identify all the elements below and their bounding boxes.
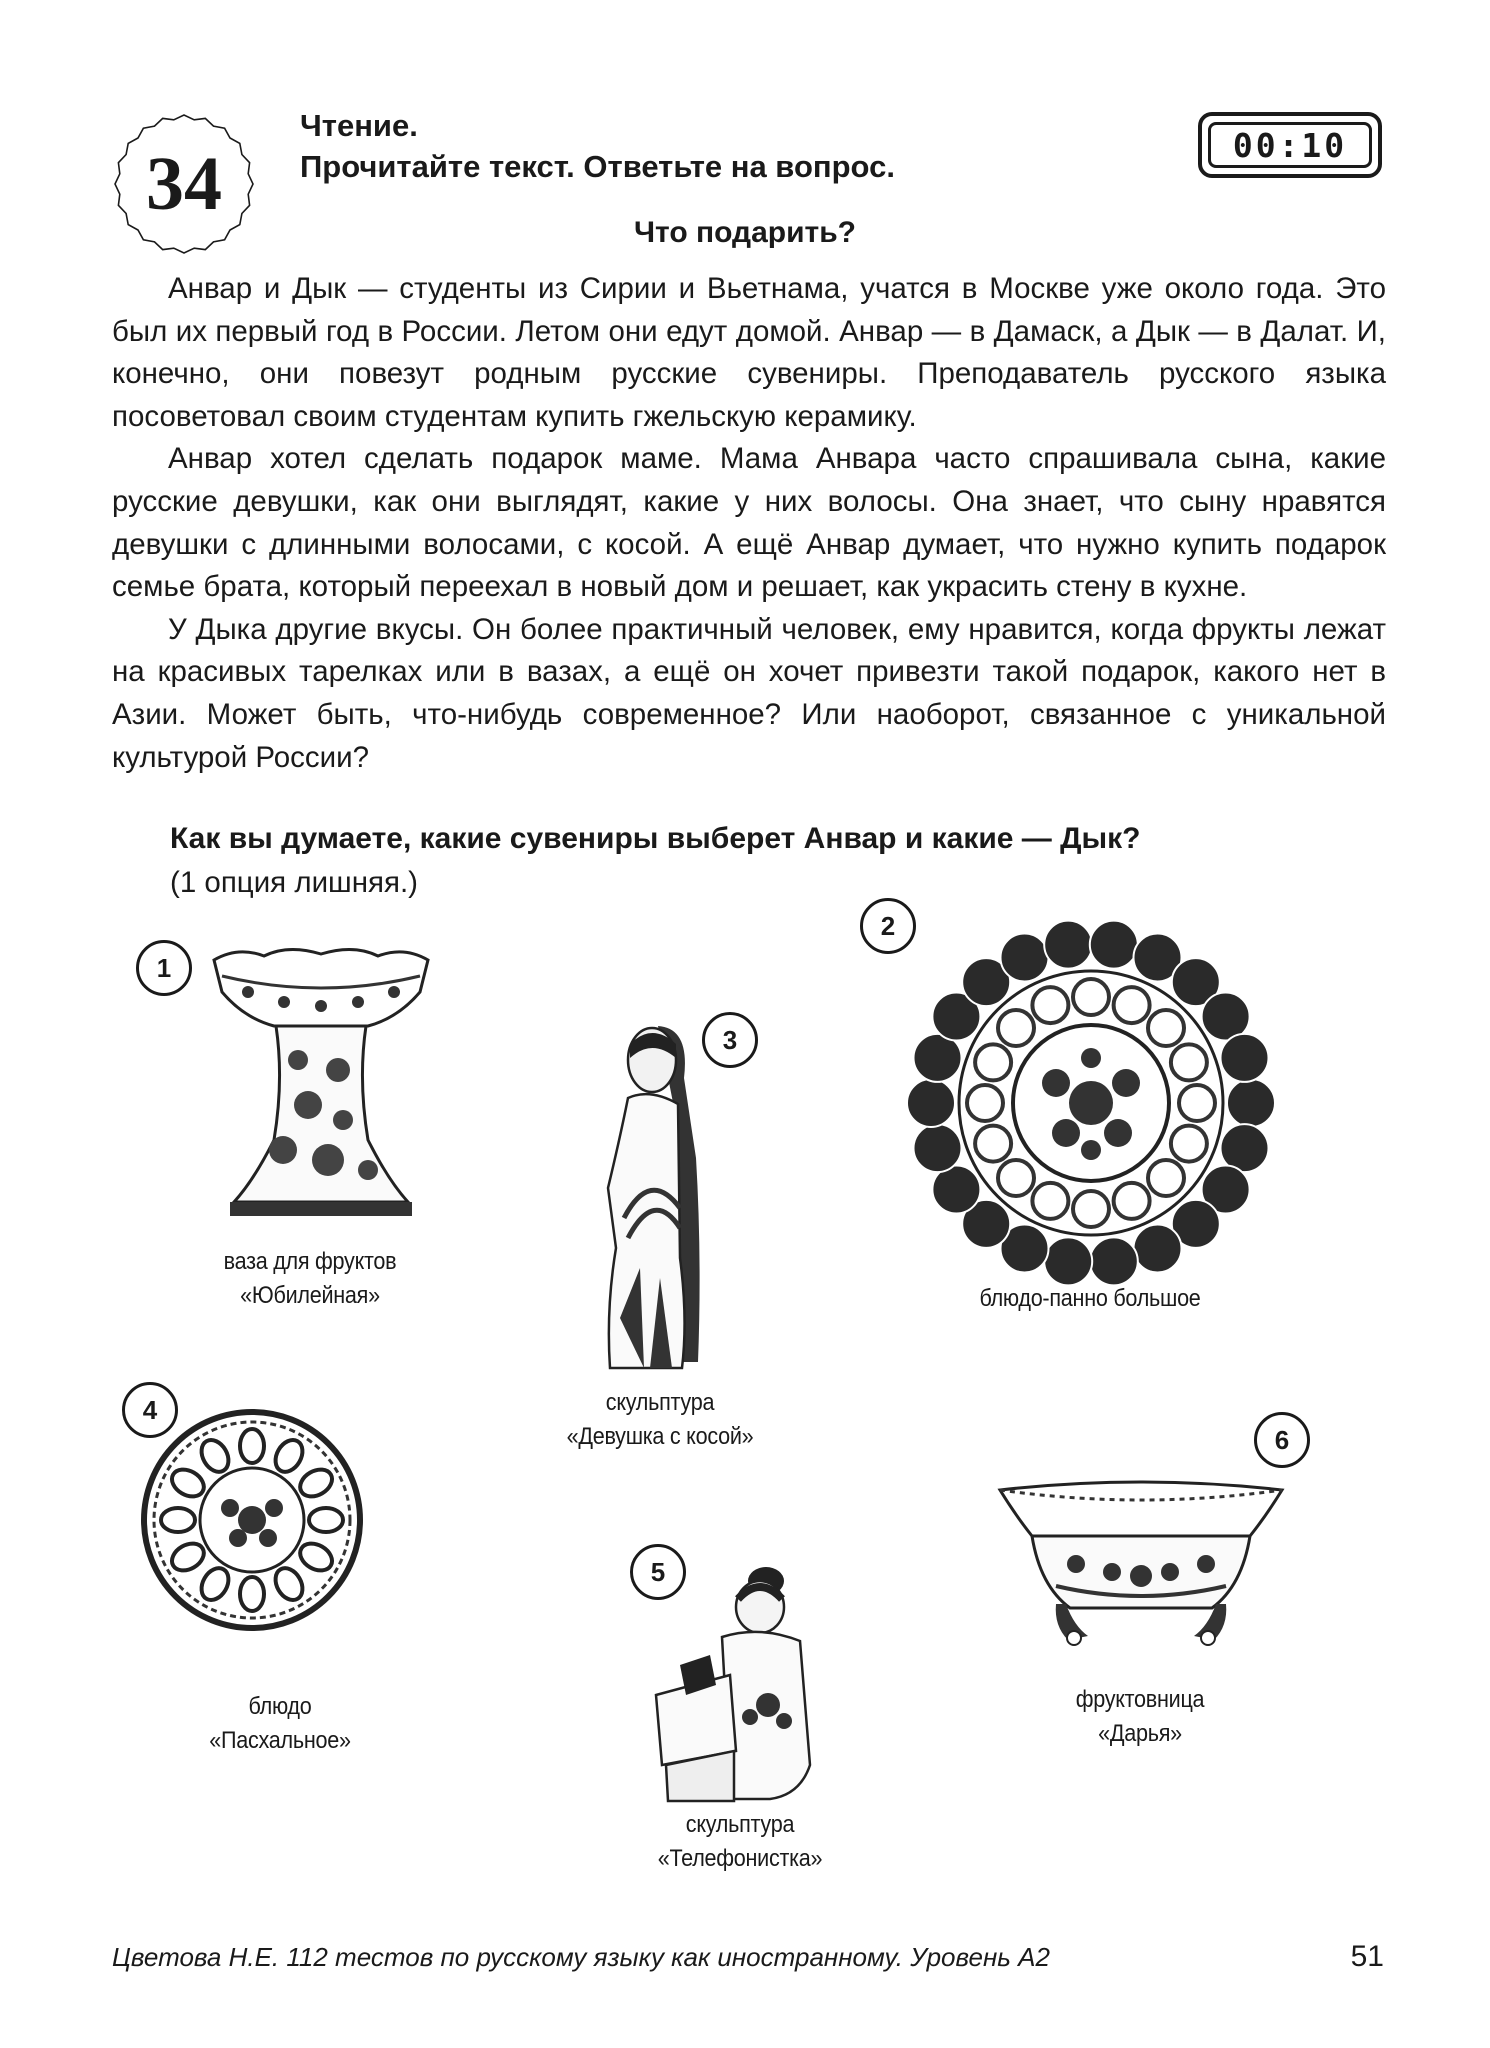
paragraph-1: Анвар и Дык — студенты из Сирии и Вьетнама, учатся в Москве уже около года. Это был их первый год в России. Летом они едут домой. Анвар — в Дамаск, а Дык — в Далат. И, конечно, они повезут родным русские сувениры. Преподаватель русского языка посоветовал своим студентам купить гжельскую керамику. (112, 272, 1386, 433)
option-3-caption-line2: «Девушка с косой» (566, 1423, 754, 1450)
option-6-caption (1014, 1683, 1266, 1751)
option-5-caption-line1: скульптура (685, 1811, 795, 1838)
option-1-caption-line2: «Юбилейная» (240, 1282, 380, 1309)
timer (1198, 112, 1382, 178)
text-title: Что подарить? (633, 216, 857, 249)
option-2-image (906, 918, 1276, 1288)
option-4-caption-line2: «Пасхальное» (209, 1727, 351, 1754)
option-5-caption (614, 1808, 866, 1876)
task-number: 34 (146, 142, 222, 226)
option-1-caption-line1: ваза для фруктов (223, 1248, 397, 1275)
option-5-image (650, 1545, 834, 1805)
option-6-number: 6 (1254, 1412, 1310, 1468)
section-title: Чтение. (300, 108, 418, 143)
option-4-caption (154, 1690, 406, 1758)
timer-value: 00:10 (1208, 122, 1372, 168)
option-1-caption (184, 1245, 436, 1313)
option-6-image (996, 1476, 1286, 1656)
option-3-caption (534, 1386, 786, 1454)
option-1-number: 1 (136, 940, 192, 996)
option-2-number: 2 (860, 898, 916, 954)
reading-text (112, 268, 1386, 779)
option-3-number: 3 (702, 1012, 758, 1068)
question-note: (1 опция лишняя.) (170, 866, 418, 899)
paragraph-2: Анвар хотел сделать подарок маме. Мама Анвара часто спрашивала сына, какие русские девушки, как они выглядят, какие у них волосы. Она знает, что сыну нравятся девушки с длинными волосами, с косой. А ещё Анвар думает, что нужно купить подарок семье брата, который переехал в новый дом и решает, как украсить стену в кухне. (112, 442, 1386, 604)
option-4-image (140, 1408, 364, 1632)
paragraph-3: У Дыка другие вкусы. Он более практичный человек, ему нравится, когда фрукты лежат на красивых тарелках или в вазах, а ещё он хочет привезти такой подарок, какого нет в Азии. Может быть, что-нибудь современное? Или наоборот, связанное с уникальной культурой России? (112, 612, 1386, 774)
question: Как вы думаете, какие сувениры выберет Анвар и какие — Дык? (170, 822, 1141, 855)
page-number: 51 (1350, 1940, 1384, 1973)
book-reference: Цветова Н.Е. 112 тестов по русскому языку как иностранному. Уровень А2 (112, 1942, 1050, 1972)
option-6-caption-line1: фруктовница (1075, 1686, 1205, 1713)
option-3-caption-line1: скульптура (605, 1389, 715, 1416)
option-2-caption (955, 1282, 1225, 1316)
option-3-image (580, 1018, 730, 1374)
option-5-number: 5 (630, 1544, 686, 1600)
option-1-image (208, 940, 434, 1225)
option-5-caption-line2: «Телефонистка» (657, 1845, 823, 1872)
option-4-caption-line1: блюдо (248, 1693, 312, 1720)
instruction: Прочитайте текст. Ответьте на вопрос. (300, 149, 895, 184)
option-6-caption-line2: «Дарья» (1098, 1720, 1182, 1747)
option-4-number: 4 (122, 1382, 178, 1438)
option-2-caption-line1: блюдо-панно большое (979, 1285, 1201, 1312)
